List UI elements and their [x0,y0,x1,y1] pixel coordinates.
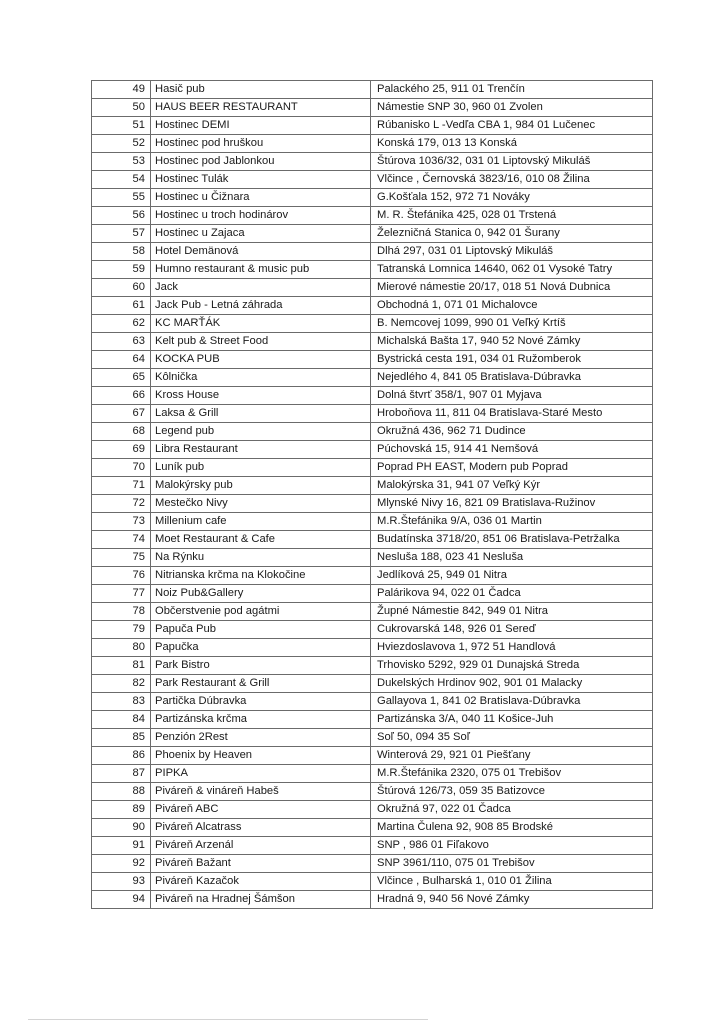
venue-name: Kross House [151,387,371,405]
venue-name: Papuča Pub [151,621,371,639]
venue-address: Obchodná 1, 071 01 Michalovce [371,297,653,315]
venue-address: Konská 179, 013 13 Konská [371,135,653,153]
row-number: 90 [92,819,151,837]
venue-name: KOCKA PUB [151,351,371,369]
table-row [92,675,653,693]
venue-address: B. Nemcovej 1099, 990 01 Veľký Krtíš [371,315,653,333]
venue-address: Nejedlého 4, 841 05 Bratislava-Dúbravka [371,369,653,387]
venue-address: Budatínska 3718/20, 851 06 Bratislava-Petržalka [371,531,653,549]
venue-address: Vlčince , Černovská 3823/16, 010 08 Žilina [371,171,653,189]
table-row [92,819,653,837]
venue-name: Partička Dúbravka [151,693,371,711]
venue-name: Park Restaurant & Grill [151,675,371,693]
row-number: 79 [92,621,151,639]
table-row [92,117,653,135]
row-number: 61 [92,297,151,315]
row-number: 80 [92,639,151,657]
venue-address: Hradná 9, 940 56 Nové Zámky [371,891,653,909]
venue-name: Piváreň ABC [151,801,371,819]
row-number: 67 [92,405,151,423]
venue-address: Partizánska 3/A, 040 11 Košice-Juh [371,711,653,729]
row-number: 89 [92,801,151,819]
venue-address: Dolná štvrť 358/1, 907 01 Myjava [371,387,653,405]
venue-name: Malokýrsky pub [151,477,371,495]
table-row [92,855,653,873]
row-number: 53 [92,153,151,171]
row-number: 92 [92,855,151,873]
venue-address: Dlhá 297, 031 01 Liptovský Mikuláš [371,243,653,261]
row-number: 74 [92,531,151,549]
table-row [92,747,653,765]
row-number: 70 [92,459,151,477]
table-row [92,639,653,657]
row-number: 81 [92,657,151,675]
venue-address: Trhovisko 5292, 929 01 Dunajská Streda [371,657,653,675]
row-number: 86 [92,747,151,765]
venue-address: Štúrova 1036/32, 031 01 Liptovský Mikuláš [371,153,653,171]
venue-address: Hviezdoslavova 1, 972 51 Handlová [371,639,653,657]
table-row [92,567,653,585]
table-row [92,729,653,747]
venue-address: Župné Námestie 842, 949 01 Nitra [371,603,653,621]
row-number: 82 [92,675,151,693]
venue-address: M.R.Štefánika 2320, 075 01 Trebišov [371,765,653,783]
venue-name: Hasič pub [151,81,371,99]
table-row [92,513,653,531]
table-row [92,441,653,459]
venue-name: Hostinec Tulák [151,171,371,189]
row-number: 64 [92,351,151,369]
venue-address: Palackého 25, 911 01 Trenčín [371,81,653,99]
row-number: 72 [92,495,151,513]
table-row [92,837,653,855]
row-number: 58 [92,243,151,261]
table-row [92,387,653,405]
venue-name: Hostinec pod Jablonkou [151,153,371,171]
table-row [92,189,653,207]
row-number: 73 [92,513,151,531]
venue-address: Palárikova 94, 022 01 Čadca [371,585,653,603]
venue-name: Legend pub [151,423,371,441]
table-row [92,99,653,117]
table-row [92,459,653,477]
row-number: 93 [92,873,151,891]
row-number: 66 [92,387,151,405]
table-row [92,135,653,153]
venue-name: Park Bistro [151,657,371,675]
venue-name: Na Rýnku [151,549,371,567]
table-row [92,495,653,513]
table-row [92,621,653,639]
row-number: 84 [92,711,151,729]
table-row [92,873,653,891]
venue-name: Mestečko Nivy [151,495,371,513]
table-row [92,207,653,225]
venue-name: Hostinec u troch hodinárov [151,207,371,225]
row-number: 75 [92,549,151,567]
row-number: 62 [92,315,151,333]
venue-name: Nitrianska krčma na Klokočine [151,567,371,585]
venue-address: SNP , 986 01 Fiľakovo [371,837,653,855]
row-number: 57 [92,225,151,243]
row-number: 77 [92,585,151,603]
venue-name: Jack [151,279,371,297]
venue-name: Noiz Pub&Gallery [151,585,371,603]
table-row [92,891,653,909]
row-number: 83 [92,693,151,711]
venue-name: Phoenix by Heaven [151,747,371,765]
venue-name: Hostinec u Čižnara [151,189,371,207]
table-row [92,81,653,99]
table-row [92,405,653,423]
row-number: 87 [92,765,151,783]
venue-address: Železničná Stanica 0, 942 01 Šurany [371,225,653,243]
venue-table [91,80,653,909]
table-row [92,603,653,621]
venue-name: Humno restaurant & music pub [151,261,371,279]
venue-name: Hostinec DEMI [151,117,371,135]
table-row [92,693,653,711]
venue-name: Občerstvenie pod agátmi [151,603,371,621]
row-number: 68 [92,423,151,441]
row-number: 88 [92,783,151,801]
table-row [92,549,653,567]
row-number: 71 [92,477,151,495]
table-row [92,315,653,333]
table-row [92,657,653,675]
venue-name: Hotel Demänová [151,243,371,261]
venue-name: Piváreň Alcatrass [151,819,371,837]
row-number: 56 [92,207,151,225]
venue-address: Okružná 436, 962 71 Dudince [371,423,653,441]
venue-name: Piváreň Kazačok [151,873,371,891]
table-row [92,783,653,801]
venue-address: Soľ 50, 094 35 Soľ [371,729,653,747]
table-row [92,171,653,189]
row-number: 55 [92,189,151,207]
row-number: 59 [92,261,151,279]
table-row [92,477,653,495]
venue-address: Mierové námestie 20/17, 018 51 Nová Dubnica [371,279,653,297]
venue-name: Jack Pub - Letná záhrada [151,297,371,315]
venue-name: Partizánska krčma [151,711,371,729]
venue-name: Hostinec pod hruškou [151,135,371,153]
venue-address: Hroboňova 11, 811 04 Bratislava-Staré Mesto [371,405,653,423]
venue-address: Gallayova 1, 841 02 Bratislava-Dúbravka [371,693,653,711]
venue-address: M. R. Štefánika 425, 028 01 Trstená [371,207,653,225]
row-number: 76 [92,567,151,585]
venue-name: Piváreň na Hradnej Šámšon [151,891,371,909]
venue-address: Winterová 29, 921 01 Piešťany [371,747,653,765]
venue-address: Púchovská 15, 914 41 Nemšová [371,441,653,459]
table-row [92,585,653,603]
table-row [92,711,653,729]
row-number: 65 [92,369,151,387]
row-number: 52 [92,135,151,153]
venue-address: Tatranská Lomnica 14640, 062 01 Vysoké Tatry [371,261,653,279]
row-number: 50 [92,99,151,117]
venue-name: Kôlnička [151,369,371,387]
venue-address: Bystrická cesta 191, 034 01 Ružomberok [371,351,653,369]
table-row [92,423,653,441]
row-number: 91 [92,837,151,855]
venue-name: Kelt pub & Street Food [151,333,371,351]
venue-name: Piváreň Bažant [151,855,371,873]
row-number: 49 [92,81,151,99]
row-number: 60 [92,279,151,297]
row-number: 94 [92,891,151,909]
footer-divider [28,1019,428,1020]
row-number: 85 [92,729,151,747]
venue-address: Rúbanisko L -Vedľa CBA 1, 984 01 Lučenec [371,117,653,135]
venue-table-body [92,81,653,909]
table-row [92,243,653,261]
venue-name: Luník pub [151,459,371,477]
venue-address: Malokýrska 31, 941 07 Veľký Kýr [371,477,653,495]
row-number: 69 [92,441,151,459]
table-row [92,333,653,351]
venue-address: Dukelských Hrdinov 902, 901 01 Malacky [371,675,653,693]
venue-address: Martina Čulena 92, 908 85 Brodské [371,819,653,837]
table-row [92,225,653,243]
venue-name: PIPKA [151,765,371,783]
table-row [92,351,653,369]
venue-name: HAUS BEER RESTAURANT [151,99,371,117]
venue-name: Penzión 2Rest [151,729,371,747]
venue-address: SNP 3961/110, 075 01 Trebišov [371,855,653,873]
venue-name: Moet Restaurant & Cafe [151,531,371,549]
venue-address: Vlčince , Bulharská 1, 010 01 Žilina [371,873,653,891]
venue-name: Millenium cafe [151,513,371,531]
venue-name: Piváreň & vináreň Habeš [151,783,371,801]
venue-address: Poprad PH EAST, Modern pub Poprad [371,459,653,477]
table-row [92,531,653,549]
table-row [92,369,653,387]
venue-address: Cukrovarská 148, 926 01 Sereď [371,621,653,639]
table-row [92,279,653,297]
venue-name: KC MARŤÁK [151,315,371,333]
venue-address: M.R.Štefánika 9/A, 036 01 Martin [371,513,653,531]
venue-address: Okružná 97, 022 01 Čadca [371,801,653,819]
table-row [92,153,653,171]
venue-address: Michalská Bašta 17, 940 52 Nové Zámky [371,333,653,351]
table-row [92,297,653,315]
table-row [92,261,653,279]
venue-address: Jedlíková 25, 949 01 Nitra [371,567,653,585]
row-number: 78 [92,603,151,621]
venue-name: Papučka [151,639,371,657]
venue-name: Hostinec u Zajaca [151,225,371,243]
row-number: 54 [92,171,151,189]
table-row [92,765,653,783]
venue-name: Libra Restaurant [151,441,371,459]
venue-address: G.Košťala 152, 972 71 Nováky [371,189,653,207]
row-number: 63 [92,333,151,351]
venue-address: Námestie SNP 30, 960 01 Zvolen [371,99,653,117]
venue-name: Piváreň Arzenál [151,837,371,855]
venue-address: Nesluša 188, 023 41 Nesluša [371,549,653,567]
venue-name: Laksa & Grill [151,405,371,423]
venue-address: Mlynské Nivy 16, 821 09 Bratislava-Ružinov [371,495,653,513]
row-number: 51 [92,117,151,135]
venue-address: Štúrová 126/73, 059 35 Batizovce [371,783,653,801]
table-row [92,801,653,819]
